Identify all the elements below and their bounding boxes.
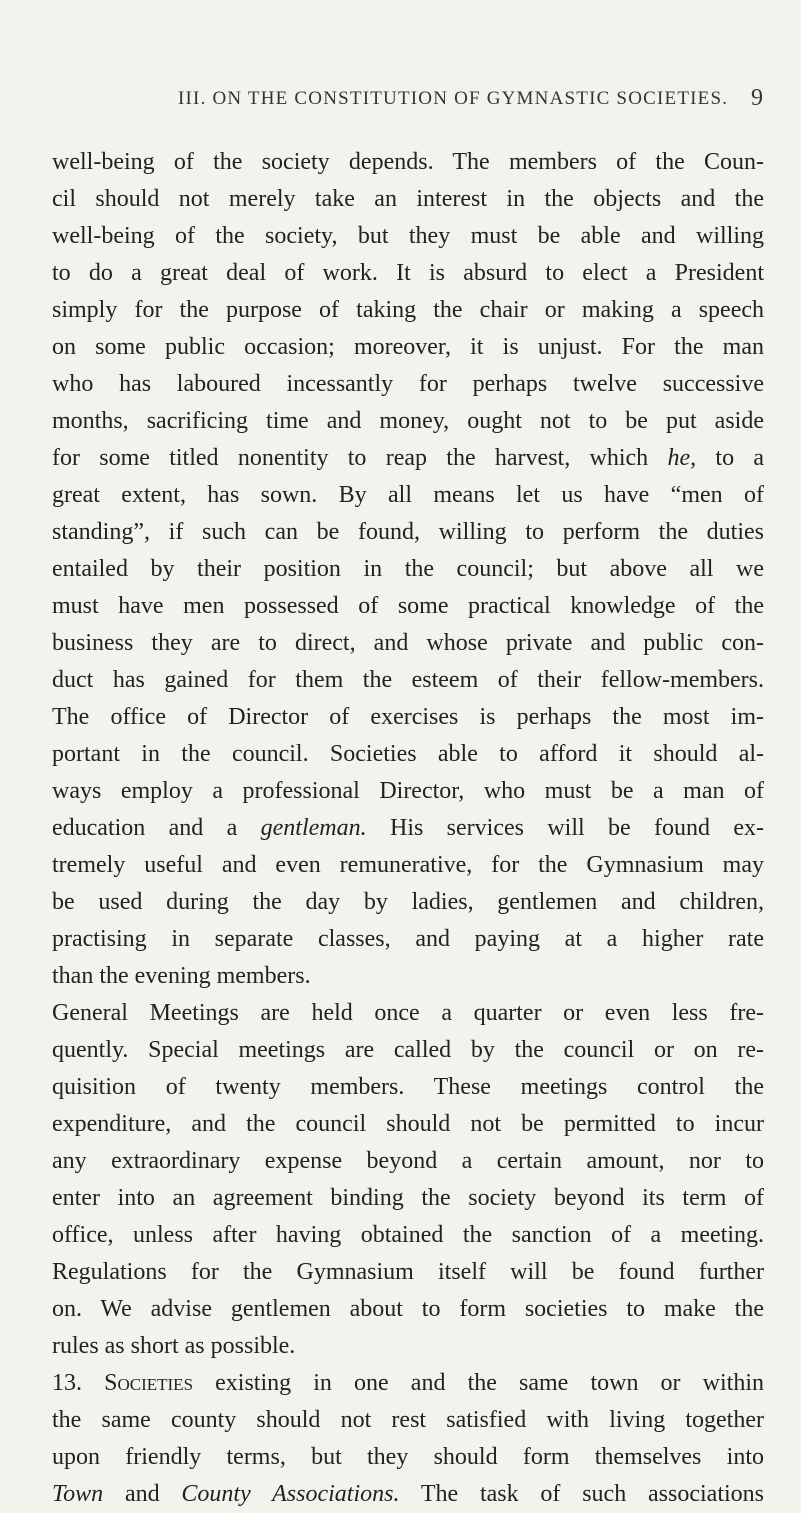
text-line: to do a great deal of work. It is absurd to elect a President: [52, 260, 764, 286]
text-segment: existing in one and the same town or within: [193, 1370, 765, 1396]
text-segment: education and a: [52, 815, 238, 841]
text-line: entailed by their position in the council; but above all we: [52, 556, 764, 582]
text-line: [52, 810, 764, 847]
page-number: 9: [751, 85, 763, 111]
italic-text: he,: [667, 445, 697, 471]
text-line: months, sacrificing time and money, ought not to be put aside: [52, 408, 764, 434]
text-line: expenditure, and the council should not be permitted to incur: [52, 1111, 764, 1137]
text-line: office, unless after having obtained the sanction of a meeting.: [52, 1222, 764, 1248]
text-line: portant in the council. Societies able to afford it should al-: [52, 741, 764, 767]
text-line: be used during the day by ladies, gentlemen and children,: [52, 889, 764, 915]
text-line: tremely useful and even remunerative, for the Gymnasium may: [52, 852, 764, 878]
running-title: III. ON THE CONSTITUTION OF GYMNASTIC SOCIETIES.: [178, 88, 729, 109]
section-number: 13.: [52, 1370, 82, 1396]
text-line: who has laboured incessantly for perhaps twelve successive: [52, 371, 764, 397]
running-header: [0, 85, 801, 128]
italic-text: gentleman.: [260, 815, 367, 841]
text-line: well-being of the society depends. The members of the Coun-: [52, 149, 764, 175]
text-line: on some public occasion; moreover, it is unjust. For the man: [52, 334, 764, 360]
text-line: than the evening members.: [52, 963, 311, 989]
text-line: simply for the purpose of taking the chair or making a speech: [52, 297, 764, 323]
text-line: well-being of the society, but they must be able and willing: [52, 223, 764, 249]
text-segment: and: [103, 1481, 182, 1507]
text-line: General Meetings are held once a quarter or even less fre-: [52, 1000, 764, 1026]
text-line: must have men possessed of some practical knowledge of the: [52, 593, 764, 619]
italic-text: County Associations.: [181, 1481, 400, 1507]
text-line: business they are to direct, and whose private and public con-: [52, 630, 764, 656]
text-line: duct has gained for them the esteem of their fellow-members.: [52, 667, 764, 693]
text-line: cil should not merely take an interest in the objects and the: [52, 186, 764, 212]
text-line: [52, 1365, 764, 1402]
text-line: standing”, if such can be found, willing to perform the duties: [52, 519, 764, 545]
italic-text: Town: [52, 1481, 104, 1507]
text-line: rules as short as possible.: [52, 1333, 296, 1359]
text-line: great extent, has sown. By all means let us have “men of: [52, 482, 764, 508]
text-segment: The task of such associations: [399, 1481, 764, 1507]
text-segment: His services will be found ex-: [366, 815, 764, 841]
text-line: quisition of twenty members. These meetings control the: [52, 1074, 764, 1100]
text-line: enter into an agreement binding the society beyond its term of: [52, 1185, 764, 1211]
text-line: The office of Director of exercises is perhaps the most im-: [52, 704, 764, 730]
small-caps-text: Societies: [104, 1370, 194, 1396]
text-line: on. We advise gentlemen about to form societies to make the: [52, 1296, 764, 1322]
text-line: ways employ a professional Director, who must be a man of: [52, 778, 764, 804]
text-line: [52, 1476, 764, 1513]
text-line: practising in separate classes, and paying at a higher rate: [52, 926, 764, 952]
text-line: the same county should not rest satisfied with living together: [52, 1407, 764, 1433]
text-segment: for some titled nonentity to reap the harvest, which: [52, 445, 649, 471]
text-line: [52, 440, 764, 477]
text-line: quently. Special meetings are called by the council or on re-: [52, 1037, 764, 1063]
text-line: upon friendly terms, but they should form themselves into: [52, 1444, 764, 1470]
text-line: any extraordinary expense beyond a certain amount, nor to: [52, 1148, 764, 1174]
text-line: Regulations for the Gymnasium itself will be found further: [52, 1259, 764, 1285]
body-text: [52, 144, 764, 1513]
text-segment: to a: [696, 445, 765, 471]
